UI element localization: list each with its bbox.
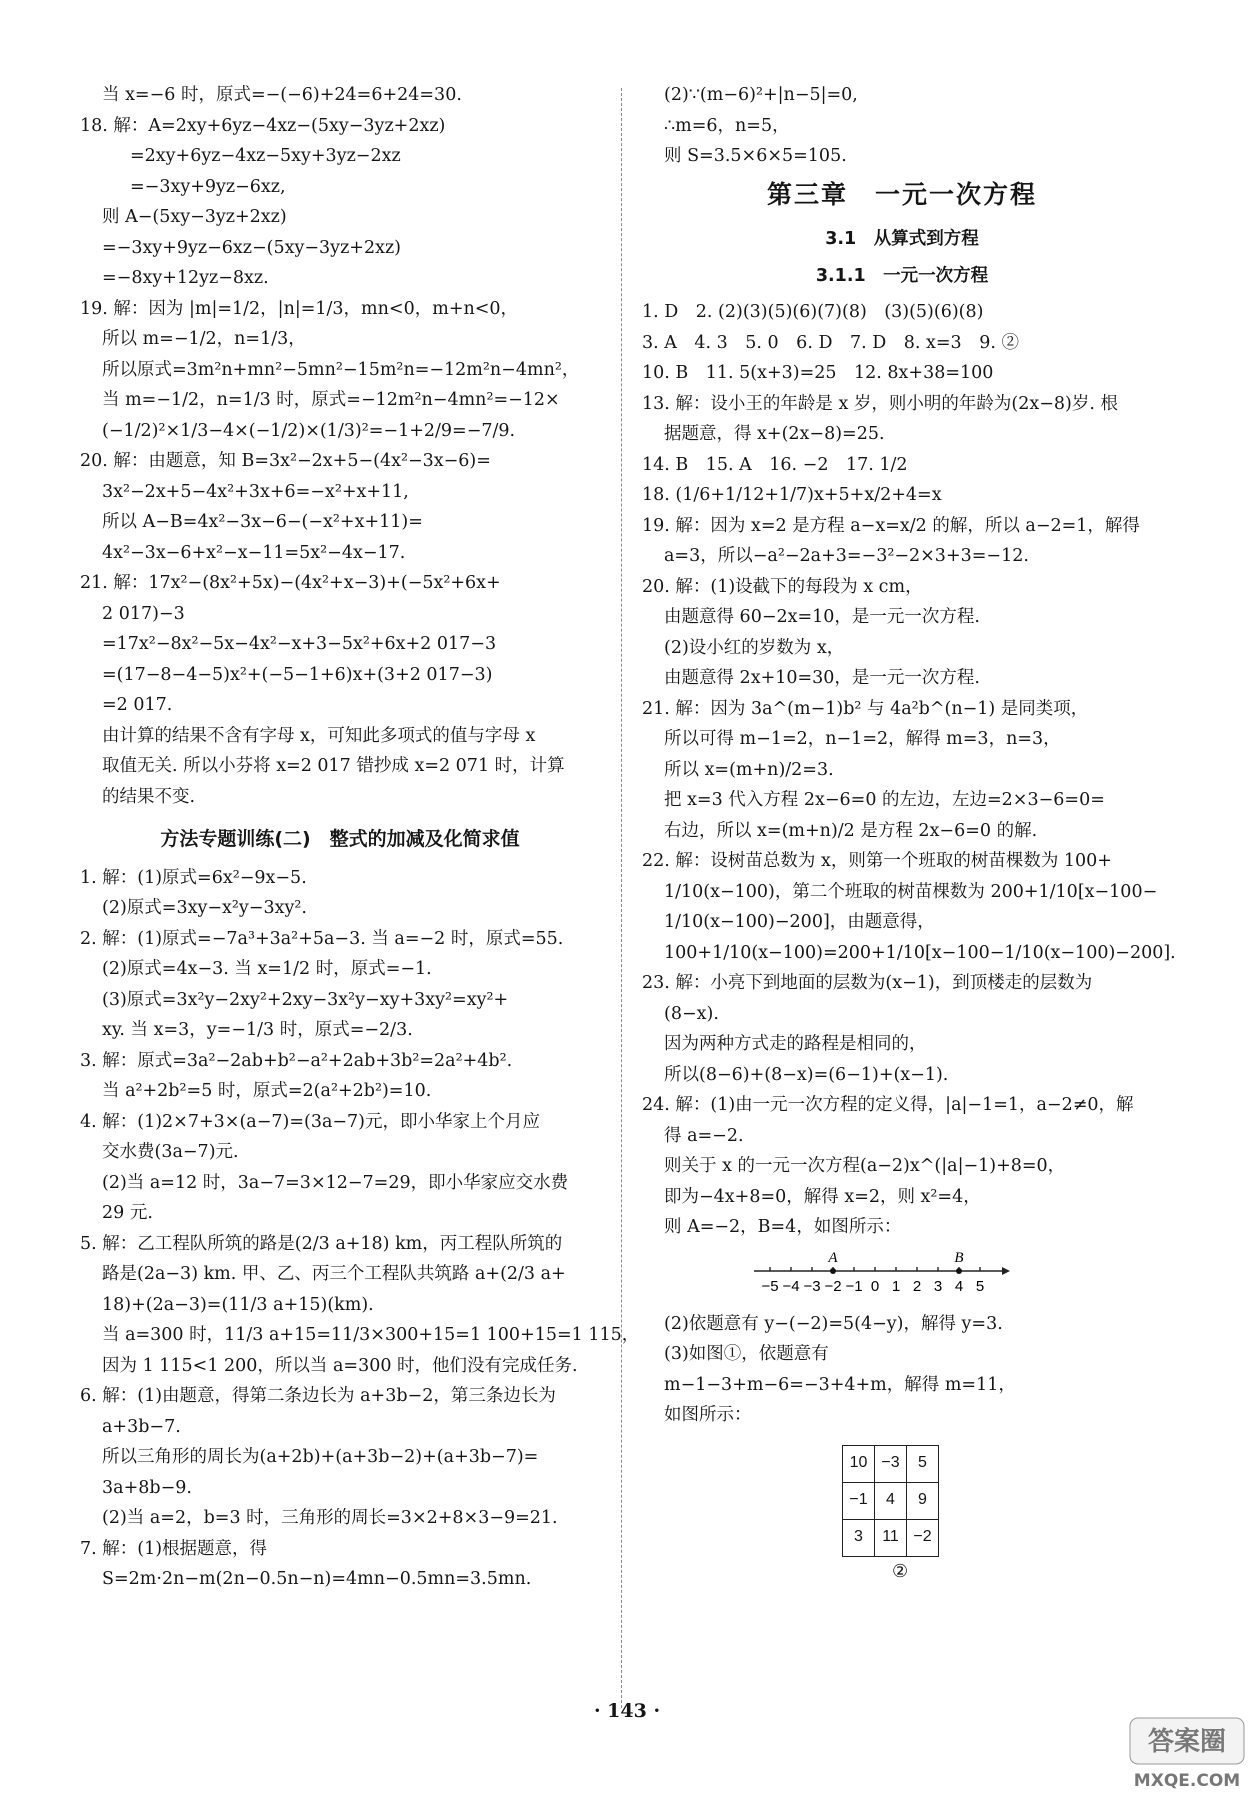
right-lines-a-line: 3.1.1 一元一次方程 xyxy=(815,265,989,286)
right-lines-a-line: 22. 解：设树苗总数为 x，则第一个班取的树苗棵数为 100+ xyxy=(642,851,1112,871)
right-lines-a-line: 3. A 4. 3 5. 0 6. D 7. D 8. x=3 9. ② xyxy=(642,332,1019,353)
right-lines-a-line: 14. B 15. A 16. −2 17. 1/2 xyxy=(642,454,908,475)
svg-text:答案圈: 答案圈 xyxy=(1147,1727,1227,1757)
grid-cell: 9 xyxy=(907,1482,939,1519)
left-lines-line: 的结果不变. xyxy=(102,786,196,807)
tick-label: 3 xyxy=(933,1277,943,1295)
grid-cell: 5 xyxy=(907,1445,939,1482)
right-lines-a-line: 1. D 2. (2)(3)(5)(6)(7)(8) (3)(5)(6)(8) xyxy=(642,302,984,322)
grid-row xyxy=(843,1482,939,1519)
right-lines-a-line: 13. 解：设小王的年龄是 x 岁，则小明的年龄为(2x−8)岁. 根 xyxy=(642,393,1118,414)
right-lines-a-line: 18. (1/6+1/12+1/7)x+5+x/2+4=x xyxy=(642,485,942,505)
left-lines-line: 4. 解：(1)2×7+3×(a−7)=(3a−7)元，即小华家上个月应 xyxy=(80,1111,541,1132)
right-lines-a-line: 21. 解：因为 3a^(m−1)b² 与 4a²b^(n−1) 是同类项， xyxy=(642,698,1089,719)
left-lines-line: 29 元. xyxy=(102,1203,153,1223)
right-lines-a-line: 10. B 11. 5(x+3)=25 12. 8x+38=100 xyxy=(642,363,994,383)
right-lines-a-line: 1/10(x−100)−200]，由题意得， xyxy=(664,912,935,932)
right-lines-b-line: (3)如图①，依题意有 xyxy=(664,1344,829,1364)
grid-row xyxy=(843,1519,939,1556)
right-lines-a-line: 由题意得 60−2x=10，是一元一次方程. xyxy=(664,607,980,627)
right-lines-b-line: 如图所示： xyxy=(664,1405,752,1425)
left-lines-line: 21. 解：17x²−(8x²+5x)−(4x²+x−3)+(−5x²+6x+ xyxy=(80,573,501,593)
left-lines-line: S=2m·2n−m(2n−0.5n−n)=4mn−0.5mn=3.5mn. xyxy=(102,1569,532,1589)
left-column xyxy=(80,80,640,1595)
right-column-part-a xyxy=(642,80,1176,1243)
tick-label: −4 xyxy=(782,1277,800,1295)
left-lines-line: (2)当 a=2，b=3 时，三角形的周长=3×2+8×3−9=21. xyxy=(102,1508,558,1528)
left-lines-line: 3. 解：原式=3a²−2ab+b²−a²+2ab+3b²=2a²+4b². xyxy=(80,1050,513,1071)
left-lines-line: 3a+8b−9. xyxy=(102,1477,192,1498)
right-lines-a-line: 24. 解：(1)由一元一次方程的定义得，|a|−1=1，a−2≠0，解 xyxy=(642,1095,1134,1115)
tick-label: −5 xyxy=(761,1277,779,1295)
left-lines-line: 5. 解：乙工程队所筑的路是(2/3 a+18) km，丙工程队所筑的 xyxy=(80,1233,563,1254)
right-lines-a-line: 1/10(x−100)，第二个班取的树苗棵数为 200+1/10[x−100− xyxy=(664,881,1158,902)
right-lines-a-line: a=3，所以−a²−2a+3=−3²−2×3+3=−12. xyxy=(664,546,1029,566)
right-lines-a-line: 3.1 从算式到方程 xyxy=(825,229,979,249)
svg-text:MXQE.COM: MXQE.COM xyxy=(1133,1771,1241,1791)
page-number: · 143 · xyxy=(593,1700,661,1722)
left-lines-line: =−3xy+9yz−6xz, xyxy=(130,176,286,197)
right-lines-a-line: (2)∵(m−6)²+|n−5|=0, xyxy=(664,85,858,105)
right-lines-a-line: 所以 x=(m+n)/2=3. xyxy=(664,759,834,780)
left-lines-line: 18)+(2a−3)=(11/3 a+15)(km). xyxy=(102,1294,374,1315)
left-lines-line: 当 a=300 时，11/3 a+15=11/3×300+15=1 100+15=1 115， xyxy=(102,1325,640,1345)
tick-label: −3 xyxy=(803,1277,821,1295)
number-line xyxy=(752,1247,1012,1309)
right-lines-a-line: 则 A=−2，B=4，如图所示： xyxy=(664,1217,902,1237)
left-lines-line: 3x²−2x+5−4x²+3x+6=−x²+x+11, xyxy=(102,481,409,502)
point-a xyxy=(830,1268,836,1274)
right-lines-a-line: 由题意得 2x+10=30，是一元一次方程. xyxy=(664,668,980,688)
left-lines-line: 所以原式=3m²n+mn²−5mn²−15m²n=−12m²n−4mn²， xyxy=(102,359,580,380)
left-lines-line: (3)原式=3x²y−2xy²+2xy−3x²y−xy+3xy²=xy²+ xyxy=(102,989,509,1010)
left-lines-line: 所以 m=−1/2，n=1/3， xyxy=(102,329,306,349)
left-lines-line: =−3xy+9yz−6xz−(5xy−3yz+2xz) xyxy=(102,237,402,258)
grid-cell: 4 xyxy=(875,1482,907,1519)
point-b-label: B xyxy=(954,1249,964,1266)
left-lines-line: 路是(2a−3) km. 甲、乙、丙三个工程队共筑路 a+(2/3 a+ xyxy=(102,1264,566,1284)
left-lines-line: 6. 解：(1)由题意，得第二条边长为 a+3b−2，第三条边长为 xyxy=(80,1386,556,1406)
right-lines-a-line: 23. 解：小亮下到地面的层数为(x−1)，到顶楼走的层数为 xyxy=(642,973,1093,993)
left-lines-line: 取值无关. 所以小芬将 x=2 017 错抄成 x=2 071 时，计算 xyxy=(102,756,565,776)
magic-square-grid xyxy=(842,1445,939,1557)
right-lines-a-line: 所以可得 m−1=2，n−1=2，解得 m=3，n=3， xyxy=(664,729,1061,749)
column-divider xyxy=(621,88,622,1708)
left-lines-line: 2. 解：(1)原式=−7a³+3a²+5a−3. 当 a=−2 时，原式=55. xyxy=(80,928,564,949)
left-lines-line: 20. 解：由题意，知 B=3x²−2x+5−(4x²−3x−6)= xyxy=(80,451,491,471)
tick-label: 0 xyxy=(870,1277,880,1295)
left-lines-line: (2)原式=4x−3. 当 x=1/2 时，原式=−1. xyxy=(102,959,432,979)
left-lines-line: 2 017)−3 xyxy=(102,603,185,624)
grid-row xyxy=(843,1445,939,1482)
grid-cell: −3 xyxy=(875,1445,907,1482)
tick-label: 4 xyxy=(954,1277,964,1295)
right-lines-a-line: 所以(8−6)+(8−x)=(6−1)+(x−1). xyxy=(664,1064,949,1085)
tick-label: 5 xyxy=(975,1277,985,1295)
left-lines-line: 当 x=−6 时，原式=−(−6)+24=6+24=30. xyxy=(102,85,462,105)
left-lines-line: xy. 当 x=3，y=−1/3 时，原式=−2/3. xyxy=(102,1020,413,1040)
right-lines-a-line: ∴m=6，n=5， xyxy=(664,115,790,136)
right-lines-a-line: (2)设小红的岁数为 x， xyxy=(664,637,845,658)
right-lines-a-line: 据题意，得 x+(2x−8)=25. xyxy=(664,424,885,444)
left-lines-line: 交水费(3a−7)元. xyxy=(102,1142,239,1162)
right-lines-a-line: 19. 解：因为 x=2 是方程 a−x=x/2 的解，所以 a−2=1，解得 xyxy=(642,515,1140,536)
left-lines-line: =17x²−8x²−5x−4x²−x+3−5x²+6x+2 017−3 xyxy=(102,634,497,654)
left-lines-line: 1. 解：(1)原式=6x²−9x−5. xyxy=(80,867,307,888)
left-lines-line: 所以 A−B=4x²−3x−6−(−x²+x+11)= xyxy=(102,512,423,532)
right-column-part-b xyxy=(642,1309,1162,1431)
left-lines-line: 所以三角形的周长为(a+2b)+(a+3b−2)+(a+3b−7)= xyxy=(102,1447,539,1467)
left-lines-line: 由计算的结果不含有字母 x，可知此多项式的值与字母 x xyxy=(102,725,536,746)
right-column xyxy=(642,80,1176,1587)
right-lines-b-line: m−1−3+m−6=−3+4+m，解得 m=11， xyxy=(664,1374,1016,1395)
right-lines-a-line: (8−x). xyxy=(664,1003,719,1024)
right-lines-a-line: 20. 解：(1)设截下的每段为 x cm， xyxy=(642,576,923,597)
axis-arrow-icon xyxy=(1002,1267,1010,1275)
left-lines-line: (−1/2)²×1/3−4×(−1/2)×(1/3)²=−1+2/9=−7/9. xyxy=(102,420,516,441)
left-lines-line: 18. 解：A=2xy+6yz−4xz−(5xy−3yz+2xz) xyxy=(80,115,446,136)
left-lines-line: 19. 解：因为 |m|=1/2，|n|=1/3，mn<0，m+n<0， xyxy=(80,298,519,319)
right-lines-a-line: 即为−4x+8=0，解得 x=2，则 x²=4， xyxy=(664,1186,981,1207)
right-lines-a-line: 第三章 一元一次方程 xyxy=(766,179,1037,209)
grid-cell: 11 xyxy=(875,1519,907,1556)
grid-cell: −2 xyxy=(907,1519,939,1556)
point-b xyxy=(956,1268,962,1274)
tick-label: 2 xyxy=(912,1277,922,1295)
left-lines-line: 当 m=−1/2，n=1/3 时，原式=−12m²n−4mn²=−12× xyxy=(102,390,560,410)
right-lines-a-line: 把 x=3 代入方程 2x−6=0 的左边，左边=2×3−6=0= xyxy=(664,790,1105,810)
grid-cell: −1 xyxy=(843,1482,875,1519)
right-lines-a-line: 右边，所以 x=(m+n)/2 是方程 2x−6=0 的解. xyxy=(664,820,1038,841)
left-lines-line: =(17−8−4−5)x²+(−5−1+6)x+(3+2 017−3) xyxy=(102,664,493,685)
left-lines-line: =2xy+6yz−4xz−5xy+3yz−2xz xyxy=(130,146,401,166)
right-lines-a-line: 100+1/10(x−100)=200+1/10[x−100−1/10(x−100)−200]. xyxy=(664,942,1176,963)
left-lines-line: 7. 解：(1)根据题意，得 xyxy=(80,1538,268,1559)
left-lines-line: 则 A−(5xy−3yz+2xz) xyxy=(102,207,287,227)
grid-cell: 10 xyxy=(843,1445,875,1482)
tick-label: 1 xyxy=(891,1277,901,1295)
right-lines-a-line: 则 S=3.5×6×5=105. xyxy=(664,146,847,166)
left-lines-line: a+3b−7. xyxy=(102,1416,181,1437)
left-lines-line: =−8xy+12yz−8xz. xyxy=(102,268,269,288)
right-lines-a-line: 得 a=−2. xyxy=(664,1125,744,1146)
left-lines-line: (2)原式=3xy−x²y−3xy². xyxy=(102,898,307,918)
left-lines-line: =2 017. xyxy=(102,695,173,715)
left-lines-line: 方法专题训练(二) 整式的加减及化简求值 xyxy=(160,828,520,850)
right-lines-a-line: 因为两种方式走的路程是相同的， xyxy=(664,1034,927,1054)
grid-cell: 3 xyxy=(843,1519,875,1556)
right-lines-a-line: 则关于 x 的一元一次方程(a−2)x^(|a|−1)+8=0， xyxy=(664,1156,1066,1176)
left-lines-line: 当 a²+2b²=5 时，原式=2(a²+2b²)=10. xyxy=(102,1081,432,1101)
tick-label: −2 xyxy=(824,1277,842,1295)
left-lines-line: 4x²−3x−6+x²−x−11=5x²−4x−17. xyxy=(102,542,406,563)
grid-caption: ② xyxy=(892,1560,909,1582)
left-lines-line: (2)当 a=12 时，3a−7=3×12−7=29，即小华家应交水费 xyxy=(102,1172,569,1193)
tick-label: −1 xyxy=(845,1277,863,1295)
point-a-label: A xyxy=(828,1249,838,1266)
watermark-logo xyxy=(1128,1714,1246,1794)
left-lines-line: 因为 1 115<1 200，所以当 a=300 时，他们没有完成任务. xyxy=(102,1355,578,1376)
right-lines-b-line: (2)依题意有 y−(−2)=5(4−y)，解得 y=3. xyxy=(664,1313,1003,1334)
